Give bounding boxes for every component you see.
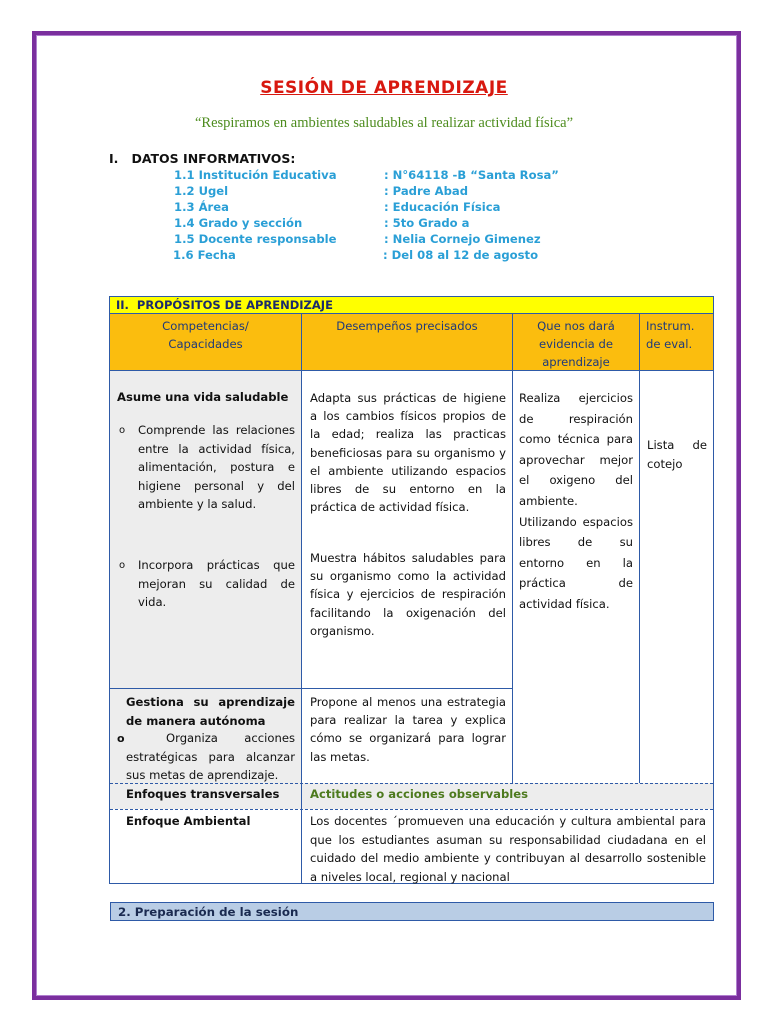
info-value: : Nelia Cornejo Gimenez [384, 232, 541, 246]
datos-heading: I. DATOS INFORMATIVOS: [109, 151, 296, 166]
bullet-icon: o [119, 425, 126, 436]
info-label: 1.1 Institución Educativa [174, 168, 337, 182]
document-title: SESIÓN DE APRENDIZAJE [260, 78, 508, 98]
competencia-vida-saludable: Asume una vida saludable [117, 390, 289, 404]
col-header-desempenos-text: Desempeños precisados [336, 319, 478, 333]
desempeno-propone: Propone al menos una estrategia para realizar la tarea y explica cómo se organizará para lograr las metas. [310, 695, 506, 764]
desempeno-habitos: Muestra hábitos saludables para su organismo como la actividad física y ejercicios de respiración facilitando la oxigenación del organismo. [310, 551, 506, 638]
info-label: 1.2 Ugel [174, 184, 229, 198]
info-row-grado [174, 216, 574, 232]
col-header-evidencia-text: Que nos dará evidencia de aprendizaje [537, 319, 615, 369]
bullet-icon: o [117, 732, 125, 745]
info-label: 1.6 Fecha [173, 248, 236, 262]
propositos-header [110, 297, 713, 314]
table-line [110, 688, 513, 689]
info-label: 1.4 Grado y sección [174, 216, 303, 230]
enfoque-ambiental: Enfoque Ambiental [126, 814, 251, 828]
capacidad-comprende: Comprende las relaciones entre la actividad física, alimentación, postura e higiene personal y del ambiente y la salud. [138, 423, 295, 512]
capacidad-organiza: Organiza acciones estratégicas para alcanzar sus metas de aprendizaje. [126, 731, 295, 783]
info-value: : 5to Grado a [384, 216, 470, 230]
col-header-evidencia [513, 314, 640, 370]
evidencia-aprendizaje: Realiza ejercicios de respiración como técnica para aprovechar mejor el oxigeno del ambiente. Utilizando espacios libres de su entorno en la práctica de actividad física. [519, 391, 633, 611]
info-value: : Padre Abad [384, 184, 468, 198]
propositos-heading: II. PROPÓSITOS DE APRENDIZAJE [116, 298, 333, 312]
info-value: : N°64118 -B “Santa Rosa” [384, 168, 559, 182]
info-value: : Educación Física [384, 200, 501, 214]
col-header-instrum [640, 314, 713, 370]
enfoques-label: Enfoques transversales [126, 787, 280, 801]
col-header-desempenos [302, 314, 513, 370]
section2-header [110, 902, 714, 921]
desempeno-adapta: Adapta sus prácticas de higiene a los cambios físicos propios de la edad; realiza las practicas beneficiosas para su organismo y el ambiente utilizando espacios libres de su entorno en la práctica de actividad física. [310, 391, 506, 515]
info-row-ugel [174, 184, 574, 200]
instrumento-evaluacion: Lista de cotejo [647, 438, 707, 471]
info-row-fecha [173, 248, 573, 264]
section2-heading: 2. Preparación de la sesión [118, 905, 299, 919]
info-label: 1.3 Área [174, 200, 229, 214]
bullet-icon: o [119, 560, 126, 571]
table-line [301, 314, 302, 884]
table-line [110, 370, 713, 371]
info-value: : Del 08 al 12 de agosto [383, 248, 539, 262]
table-line [512, 314, 513, 783]
info-row-institucion [174, 168, 574, 184]
col-header-competencias [110, 314, 302, 370]
table-line [639, 314, 640, 783]
competencia-gestiona: Gestiona su aprendizaje de manera autónoma [126, 695, 295, 728]
col-header-instrum-text: Instrum. de eval. [646, 319, 695, 351]
document-subtitle: “Respiramos en ambientes saludables al realizar actividad física” [194, 115, 574, 131]
info-row-docente [174, 232, 574, 248]
table-line [110, 809, 713, 810]
capacidad-incorpora: Incorpora prácticas que mejoran su calidad de vida. [138, 558, 295, 610]
col-header-competencias-text: Competencias/ Capacidades [162, 319, 249, 351]
actitudes-label: Actitudes o acciones observables [310, 787, 528, 801]
enfoque-ambiental-descripcion: Los docentes ´promueven una educación y cultura ambiental para que los estudiantes asuman su responsabilidad ciudadana en el cuidado del medio ambiente y contribuyan al desarrollo sostenible a niveles local, regional y nacional [310, 814, 706, 884]
info-row-area [174, 200, 574, 216]
info-label: 1.5 Docente responsable [174, 232, 337, 246]
